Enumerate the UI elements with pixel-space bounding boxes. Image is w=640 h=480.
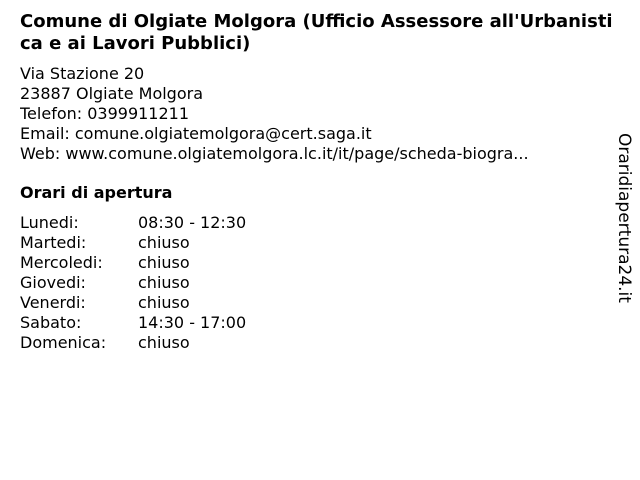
page-title: Comune di Olgiate Molgora (Ufficio Assessore all'Urbanistica e ai Lavori Pubblici) bbox=[20, 11, 613, 54]
day-label: Giovedi: bbox=[20, 273, 86, 292]
day-hours: chiuso bbox=[138, 233, 190, 252]
hours-row-saturday bbox=[20, 313, 246, 333]
hours-row-wednesday bbox=[20, 253, 246, 273]
website-link: Web: www.comune.olgiatemolgora.lc.it/it/page/scheda-biogra... bbox=[20, 144, 529, 163]
opening-hours-table bbox=[20, 213, 246, 353]
day-hours: chiuso bbox=[138, 293, 190, 312]
hours-row-thursday bbox=[20, 273, 246, 293]
day-hours: chiuso bbox=[138, 273, 190, 292]
opening-hours-heading: Orari di apertura bbox=[20, 183, 173, 202]
contact-info bbox=[20, 64, 610, 164]
day-label: Martedi: bbox=[20, 233, 87, 252]
day-label: Sabato: bbox=[20, 313, 82, 332]
hours-row-monday bbox=[20, 213, 246, 233]
street-address: Via Stazione 20 bbox=[20, 64, 145, 83]
city-postal-code: 23887 Olgiate Molgora bbox=[20, 84, 203, 103]
day-hours: chiuso bbox=[138, 333, 190, 352]
day-label: Mercoledi: bbox=[20, 253, 103, 272]
site-brand-watermark: Oraridiapertura24.it bbox=[614, 133, 634, 303]
day-hours: chiuso bbox=[138, 253, 190, 272]
phone-number: Telefon: 0399911211 bbox=[20, 104, 190, 123]
day-label: Venerdi: bbox=[20, 293, 86, 312]
day-label: Domenica: bbox=[20, 333, 107, 352]
hours-row-friday bbox=[20, 293, 246, 313]
day-label: Lunedi: bbox=[20, 213, 79, 232]
day-hours: 08:30 - 12:30 bbox=[138, 213, 247, 232]
day-hours: 14:30 - 17:00 bbox=[138, 313, 247, 332]
email-address: Email: comune.olgiatemolgora@cert.saga.it bbox=[20, 124, 372, 143]
hours-row-tuesday bbox=[20, 233, 246, 253]
hours-row-sunday bbox=[20, 333, 246, 353]
